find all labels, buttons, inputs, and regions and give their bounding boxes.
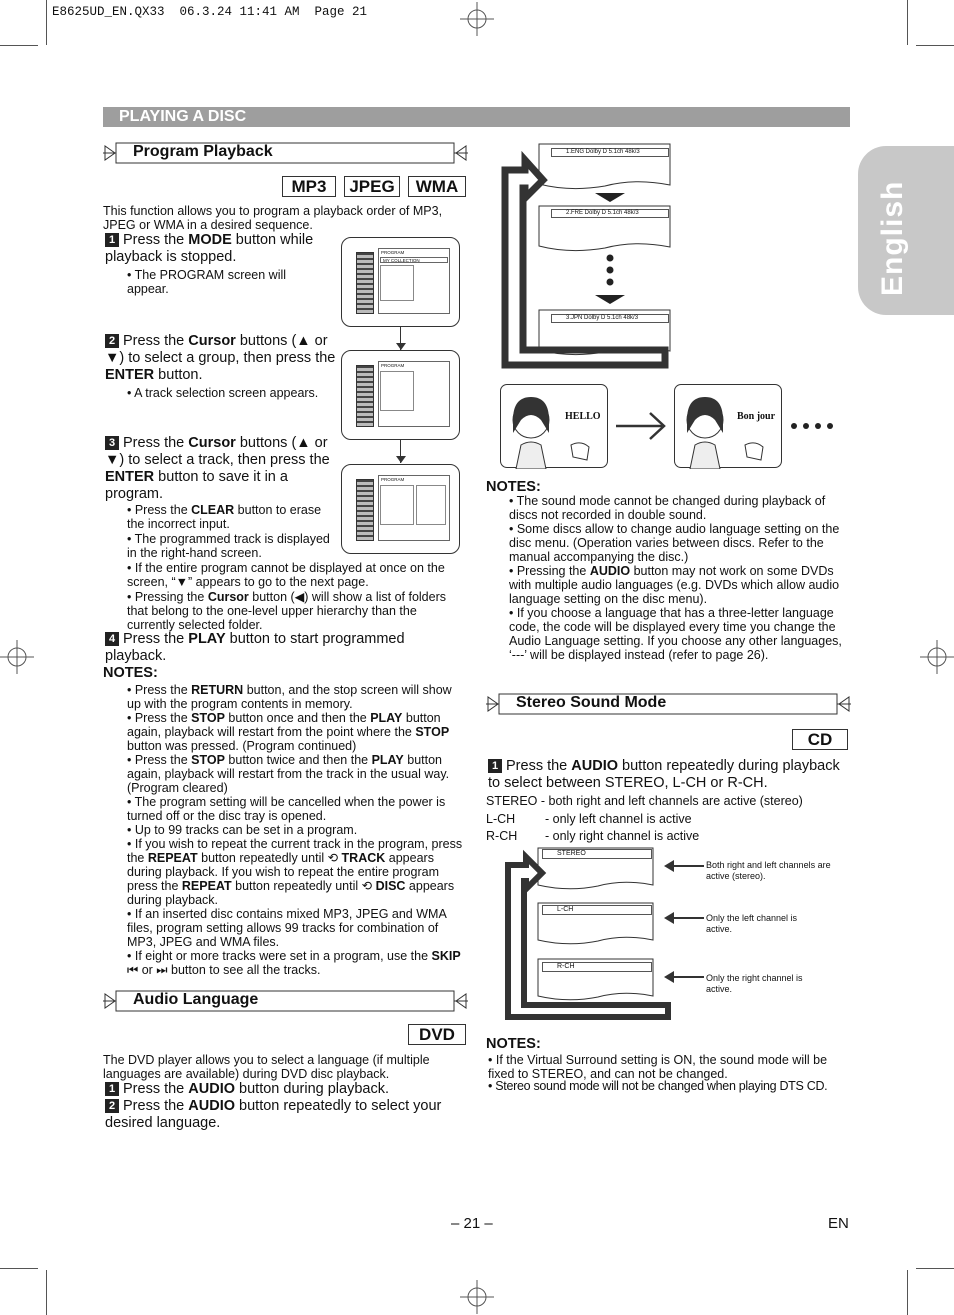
note-text: • If eight or more tracks were set in a program, use the [127, 949, 432, 963]
step-text: Press the [506, 758, 572, 774]
note-text: • If an inserted disc contains mixed MP3, JPEG and WMA files, program setting allows 99 tracks for combination of MP3, JPEG and WMA files. [127, 907, 447, 949]
bonjour-illustration [674, 384, 782, 468]
page-number: – 21 – [451, 1215, 493, 1232]
remote-icon [356, 365, 374, 427]
note-text: button repeatedly until ⟲ [197, 851, 342, 865]
step-keyword: ENTER [105, 367, 155, 383]
note-text: button once and then the [224, 711, 371, 725]
audio-note [509, 494, 849, 522]
audio-step-2 [105, 1098, 465, 1132]
step-number: 4 [105, 632, 119, 646]
step-text: Press the [123, 1098, 189, 1114]
registration-mark-top [460, 2, 494, 36]
note-text: button, and the stop screen will show up with the program contents in memory. [127, 683, 452, 711]
menu-title: PROGRAM [381, 477, 405, 482]
step-text: buttons (▲ or ▼) to select a track, then press the [105, 435, 330, 468]
program-playback-title: Program Playback [133, 143, 273, 160]
program-notes-title: NOTES: [103, 665, 158, 681]
note-keyword: STOP [415, 725, 450, 739]
note-text: button again, playback will restart from the point where the [127, 711, 441, 739]
arrow-down-icon [396, 343, 406, 350]
hello-text: HELLO [565, 411, 601, 422]
cd-tag: CD [792, 729, 848, 750]
audio-note [509, 606, 849, 662]
note-text: button may not work on some DVDs with multiple audio languages (e.g. DVDs which allow audio language setting on the disc menu). [509, 564, 840, 606]
registration-mark-left [0, 640, 34, 674]
stereo-sound-mode-header [486, 693, 851, 715]
arrow-left-icon [662, 910, 706, 926]
audio-step-1 [105, 1081, 465, 1098]
stereo-cycle-diagram [498, 845, 678, 1025]
step-text: Press the [123, 631, 189, 647]
note-keyword: STOP [191, 753, 225, 767]
audio-intro: The DVD player allows you to select a language (if multiple languages are available) during DVD disc playback. [103, 1053, 430, 1081]
stereo-sound-mode-title: Stereo Sound Mode [516, 694, 667, 711]
step-text: button. [154, 367, 203, 383]
remote-icon [356, 479, 374, 541]
note-keyword: PLAY [371, 753, 404, 767]
step-text: Press the [123, 1081, 189, 1097]
step-keyword: AUDIO [188, 1081, 236, 1097]
note-keyword: STOP [191, 711, 225, 725]
step-number: 1 [488, 759, 502, 773]
step-number: 2 [105, 1099, 119, 1113]
menu-item: MY COLLECTION [380, 257, 448, 263]
step-number: 3 [105, 436, 119, 450]
bullet-text: • Press the [127, 503, 192, 517]
stereo-mode-option-3: R-CH [542, 962, 652, 972]
stereo-mode-desc-2: Only the left channel is active. [706, 913, 798, 934]
program-note [127, 823, 467, 837]
step-number: 1 [105, 233, 119, 247]
program-step-3 [105, 435, 337, 503]
program-step-4 [105, 631, 465, 665]
language-side-tab [858, 146, 954, 315]
program-note [127, 711, 467, 753]
stereo-line-1: STEREO - both right and left channels are active (stereo) [486, 794, 803, 808]
note-text: appears during playback. [127, 879, 455, 907]
program-note [127, 949, 467, 977]
program-screen-1 [341, 237, 460, 327]
step-text: button to start programmed playback. [105, 631, 405, 664]
bullet-text: button to erase the incorrect input. [127, 503, 322, 531]
program-note [127, 837, 467, 907]
stereo-line-2-label: L-CH [486, 812, 516, 826]
wma-tag: WMA [408, 176, 466, 197]
note-text: button again, playback will restart from the track in the usual way. (Program cleared) [127, 753, 450, 795]
note-keyword: SKIP [431, 949, 461, 963]
note-text: • Pressing the [509, 564, 590, 578]
audio-notes-list [509, 494, 849, 662]
program-menu [378, 361, 450, 427]
note-text: • The program setting will be cancelled when the power is turned off or the disc tray is opened. [127, 795, 446, 823]
stereo-mode-option-2: L-CH [542, 905, 652, 915]
program-playback-header [103, 142, 468, 164]
note-text: ⏮ or ⏭ button to see all the tracks. [127, 963, 321, 977]
note-text: • Press the [127, 753, 192, 767]
crop-mark [907, 1270, 908, 1315]
program-note [127, 753, 467, 795]
audio-language-option-2: 2.FRE Dolby D 5.1ch 48k/3 [551, 209, 669, 218]
crop-mark [907, 0, 908, 45]
mp3-tag: MP3 [282, 176, 336, 197]
audio-note [509, 522, 849, 564]
step-text: button during playback. [235, 1081, 389, 1097]
program-screen-2 [341, 350, 460, 440]
audio-language-option-1: 1.ENG Dolby D 5.1ch 48k/3 [551, 148, 669, 157]
note-text: • Up to 99 tracks can be set in a program. [127, 823, 358, 837]
dvd-tag: DVD [408, 1024, 466, 1045]
stereo-step-1 [488, 758, 848, 792]
section-title: PLAYING A DISC [119, 108, 247, 125]
print-header: E8625UD_EN.QX33 06.3.24 11:41 AM Page 21 [52, 5, 368, 19]
program-step-1-bullet: • The PROGRAM screen will appear. [127, 268, 287, 296]
registration-mark-right [920, 640, 954, 674]
audio-language-header [103, 990, 468, 1012]
note-text: button repeatedly until ⟲ [231, 879, 376, 893]
program-menu [378, 475, 450, 541]
stereo-mode-desc-1: Both right and left channels are active (stereo). [706, 860, 831, 881]
step-keyword: AUDIO [571, 758, 619, 774]
crop-mark [916, 1268, 954, 1269]
stereo-mode-desc-3: Only the right channel is active. [706, 973, 803, 994]
crop-mark [46, 0, 47, 45]
note-keyword: REPEAT [147, 851, 198, 865]
step-text: button while playback is stopped. [105, 232, 314, 265]
program-step-3-bullet-3: • If the entire program cannot be displayed at once on the screen, “▼” appears to go to the next page. [127, 561, 445, 589]
note-text: • The sound mode cannot be changed during playback of discs not recorded in double sound. [509, 494, 826, 522]
stereo-note-1: • If the Virtual Surround setting is ON, the sound mode will be fixed to STEREO, and can not be changed. [488, 1053, 828, 1081]
step-keyword: ENTER [105, 469, 155, 485]
remote-icon [356, 252, 374, 314]
crop-mark [0, 45, 38, 46]
stereo-line-3-desc: - only right channel is active [545, 829, 700, 843]
ellipsis-icon [788, 420, 838, 432]
note-text: • Press the [127, 683, 192, 697]
step-keyword: MODE [188, 232, 232, 248]
crop-mark [0, 1268, 38, 1269]
note-text: appears during playback. If you wish to repeat the entire program press the [127, 851, 439, 893]
program-step-3-bullet-1 [127, 503, 327, 531]
program-step-2-bullet: • A track selection screen appears. [127, 386, 319, 400]
note-keyword: REPEAT [181, 879, 232, 893]
program-step-1 [105, 232, 335, 266]
step-text: Press the [123, 232, 189, 248]
jpeg-tag: JPEG [344, 176, 400, 197]
side-tab-label: English [876, 180, 909, 296]
arrow-left-icon [662, 858, 706, 874]
bullet-text: button (◀) will show a list of folders that belong to the one-level upper hierarchy than the currently selected folder. [127, 590, 446, 632]
program-notes-list [127, 683, 467, 977]
program-intro: This function allows you to program a playback order of MP3, JPEG or WMA in a desired sequence. [103, 204, 443, 232]
audio-note [509, 564, 849, 606]
program-screen-3 [341, 464, 460, 554]
crop-mark [46, 1270, 47, 1315]
step-text: Press the [123, 435, 189, 451]
arrow-left-icon [662, 969, 706, 985]
note-text: • If you wish to repeat the current track in the program, press the [127, 837, 463, 865]
menu-title: PROGRAM [381, 250, 405, 255]
step-number: 2 [105, 334, 119, 348]
note-keyword: DISC [375, 879, 406, 893]
girl-speaking-icon [675, 385, 783, 469]
arrow-right-icon [614, 410, 670, 442]
note-text: • Some discs allow to change audio language setting on the disc menu. (Operation varies between discs. Refer to the manual accompanying the disc.) [509, 522, 840, 564]
program-menu [378, 248, 450, 314]
program-step-3-bullet-2: • The programmed track is displayed in the right-hand screen. [127, 532, 330, 560]
stereo-notes-title: NOTES: [486, 1036, 541, 1052]
section-header [103, 107, 850, 127]
stereo-line-3-label: R-CH [486, 829, 518, 843]
note-keyword: TRACK [341, 851, 386, 865]
audio-language-title: Audio Language [133, 991, 259, 1008]
program-note [127, 683, 467, 711]
step-keyword: PLAY [188, 631, 226, 647]
step-number: 1 [105, 1082, 119, 1096]
step-text: button repeatedly to select your desired language. [105, 1098, 442, 1131]
step-text: buttons (▲ or ▼) to select a group, then press the [105, 333, 336, 366]
bullet-keyword: Cursor [207, 590, 249, 604]
audio-language-option-3: 3.JPN Dolby D 5.1ch 48k/3 [551, 314, 669, 323]
note-keyword: AUDIO [589, 564, 631, 578]
audio-notes-title: NOTES: [486, 479, 541, 495]
menu-title: PROGRAM [381, 363, 405, 368]
bonjour-text: Bon jour [737, 411, 776, 422]
step-keyword: Cursor [188, 333, 236, 349]
note-text: • Press the [127, 711, 192, 725]
step-text: Press the [123, 333, 189, 349]
step-keyword: AUDIO [188, 1098, 236, 1114]
stereo-mode-option-1: STEREO [542, 849, 652, 859]
bullet-keyword: CLEAR [191, 503, 235, 517]
step-text: button repeatedly during playback to select between STEREO, L-CH or R-CH. [488, 758, 840, 791]
program-note [127, 907, 467, 949]
hello-illustration [500, 384, 608, 468]
step-text: button to save it in a program. [105, 469, 288, 502]
program-step-2 [105, 333, 337, 384]
registration-mark-bottom [460, 1280, 494, 1314]
note-text: button was pressed. (Program continued) [127, 739, 357, 753]
note-text: button twice and then the [224, 753, 372, 767]
language-code: EN [828, 1215, 849, 1232]
audio-language-cycle-diagram [495, 140, 680, 375]
bullet-text: • Pressing the [127, 590, 208, 604]
note-text: • If you choose a language that has a three-letter language code, the code will be displayed every time you change the Audio Language setting. If you choose any other languages, ‘---’ will be displayed instead (refer to page 26). [509, 606, 842, 662]
arrow-down-icon [396, 456, 406, 463]
stereo-line-2-desc: - only left channel is active [545, 812, 692, 826]
note-keyword: PLAY [370, 711, 403, 725]
crop-mark [916, 45, 954, 46]
program-note [127, 795, 467, 823]
note-keyword: RETURN [191, 683, 244, 697]
girl-speaking-icon [501, 385, 609, 469]
program-step-3-bullet-4 [127, 590, 467, 632]
step-keyword: Cursor [188, 435, 236, 451]
stereo-note-2: • Stereo sound mode will not be changed when playing DTS CD. [488, 1079, 828, 1093]
